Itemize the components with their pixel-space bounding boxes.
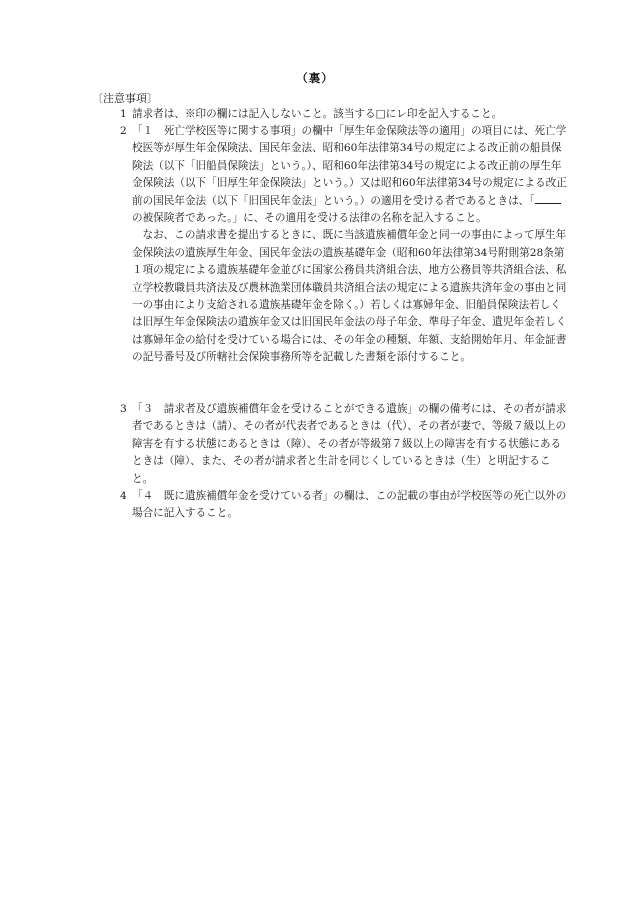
note-item-2 xyxy=(92,123,568,367)
note-number: 1 xyxy=(120,108,127,120)
fill-in-blank xyxy=(535,193,561,204)
page-title: （裏） xyxy=(296,71,334,85)
note-item-4 xyxy=(92,488,568,523)
note-text: 請求者は、※印の欄には記入しないこと。該当する□にレ印を記入すること。 xyxy=(132,108,503,120)
note-number: 3 xyxy=(120,403,127,415)
note-number: 4 xyxy=(120,490,127,502)
note-text: 「４ 既に遺族補償年金を受けている者」の欄は、この記載の事由が学校医等の死亡以外の場合に記入すること。 xyxy=(132,490,567,520)
note-item-1 xyxy=(92,106,568,123)
note-number: 2 xyxy=(120,125,127,137)
notes-heading: 〔注意事項〕 xyxy=(92,92,158,105)
note-text: 「３ 請求者及び遺族補償年金を受けることができる遺族」の欄の備考には、その者が請求者であるときは（請）、その者が代表者であるときは（代）、その者が妻で、等級７級以上の障害を有する状態にあるときは（障）、その者が等級第７級以上の障害を有する状態にあるときは（障）、また、その者が請求者と生計を同じくしているときは（生）と明記すること。 xyxy=(132,403,567,485)
note-text: 「１ 死亡学校医等に関する事項」の欄中「厚生年金保険法等の適用」の項目には、死亡学校医等が厚生年金保険法、国民年金法、昭和60年法律第34号の規定による改正前の船員保険法（以下「旧船員保険法」という。）、昭和60年法律第34号の規定による改正前の厚生年金保険法（以下「旧厚生年金保険法」という。）又は昭和60年法律第34号の規定による改正前の国民年金法（以下「旧国民年金法」という。）の適用を受ける者であるときは、「 xyxy=(132,125,567,207)
note-paragraph: なお、この請求書を提出するときに、既に当該遺族補償年金と同一の事由によって厚生年金保険法の遺族厚生年金、国民年金法の遺族基礎年金（昭和60年法律第34号附則第28条第１項の規定による遺族基礎年金並びに国家公務員共済組合法、地方公務員等共済組合法、私立学校教職員共済法及び農林漁業団体職員共済組合法の規定による遺族共済年金の事由と同一の事由により支給される遺族基礎年金を除く。）若しくは寡婦年金、旧船員保険法若しくは旧厚生年金保険法の遺族年金又は旧国民年金法の母子年金、準母子年金、遺児年金若しくは寡婦年金の給付を受けている場合には、その年金の種類、年額、支給開始年月、年金証書の記号番号及び所轄社会保険事務所等を記載した書類を添付すること。 xyxy=(132,229,567,364)
note-item-3 xyxy=(92,401,568,488)
note-text-cont: の被保険者であった。」に、その適用を受ける法律の名称を記入すること。 xyxy=(132,212,487,225)
